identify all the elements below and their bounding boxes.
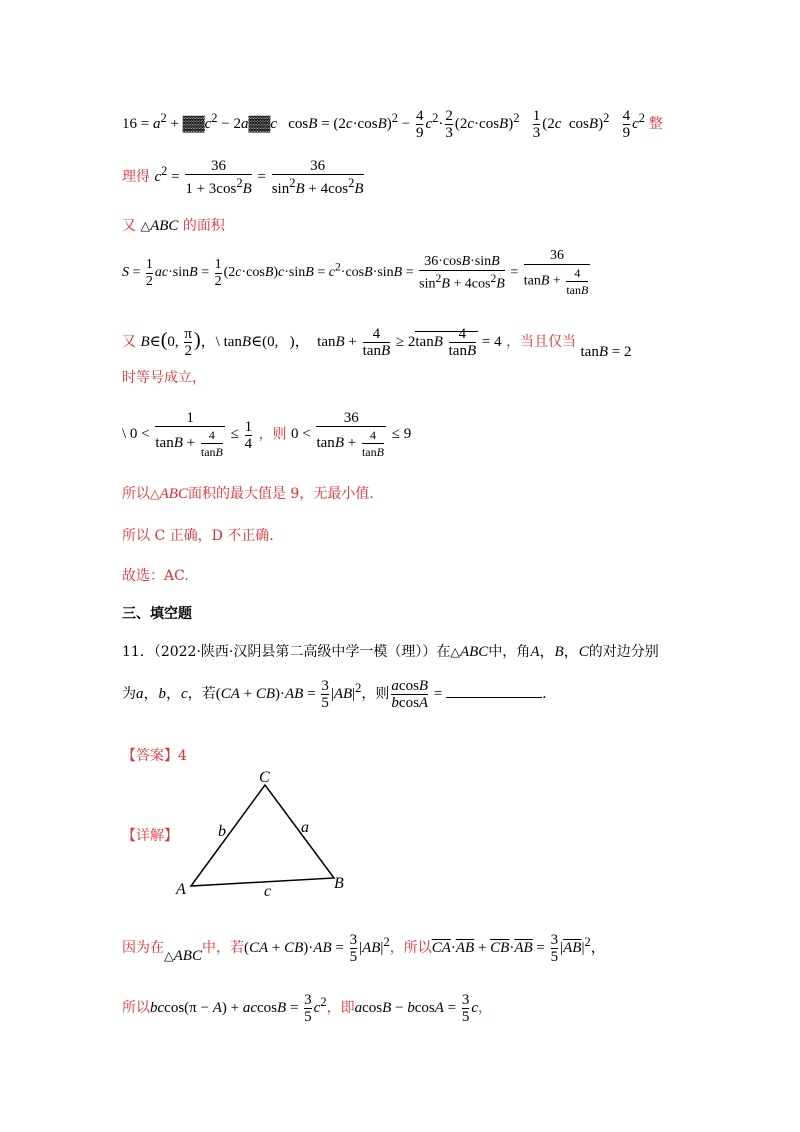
question-text: 为 — [122, 686, 136, 702]
side-c-label: c — [264, 883, 272, 900]
derivation-line-2: 理得 $c^2$ = $\frac{36}{1 + 3\cos^2B}$ = $\frac{36}{\sin^2B + 4\cos^2B}$ — [122, 158, 364, 197]
final-choice: 故选：AC. — [122, 568, 189, 584]
derivation-line-7: \ 0 < 1 tanB + $\frac{4}{\tan B}$ ≤ $\frac{1}{4}$ ，则 0 < 36 tanB + $\frac{4}{\tan B}$ ≤ 9 — [122, 410, 412, 459]
red-text: ，即 — [326, 1000, 355, 1016]
triangle-figure — [174, 770, 354, 900]
answer-value: 4 — [178, 748, 187, 764]
detail-label: 【详解】 — [122, 828, 178, 844]
derivation-line-6: 时等号成立， — [122, 370, 206, 386]
question-text: ，则 — [361, 686, 390, 702]
red-text: ， — [478, 1000, 493, 1016]
vertex-b-label: B — [334, 875, 344, 892]
question-text: 中，角 — [488, 644, 531, 660]
red-text: ，所以 — [389, 940, 432, 956]
question-text: . — [542, 686, 547, 702]
red-text: 中，若 — [201, 940, 244, 956]
question-11-line-2: 为a，b，c，若(CA + CB)·AB = $\frac{3}{5}$ $|AB|^2$，则 $\frac{acosB}{bcosA}$ = . — [122, 678, 547, 712]
red-text: 的面积 — [182, 218, 225, 234]
red-text: 所以 — [122, 1000, 150, 1016]
derivation-line-5: 又 B∈(0, $\frac{\pi}{2}$ )，\ tanB∈(0, )， tanB + $\frac{4}{\tan B}$ ≥ 2tanB $\frac{4}{\tan B}$ = 4 ，当且仅当 tanB = 2 — [122, 326, 632, 360]
question-text: ，若 — [187, 686, 216, 702]
answer-line — [122, 746, 187, 766]
answer-label: 【答案】 — [122, 748, 178, 764]
side-a-label: a — [301, 819, 309, 836]
question-11-line-1: 11．（2022·陕西·汉阴县第二高级中学一模（理））在△ABC中，角A，B，C的对边分别 — [122, 644, 659, 660]
red-text: 又 — [122, 218, 136, 234]
area-formula-line: S = $\frac{1}{2}$ ac·sinB = $\frac{1}{2}$ $(2c\cdot\cos B)c\cdot\sin B = c^2\cdot\cos B\cdot\sin B$ = $\frac{36\cdot\cos B\cdot\sin B}{\sin^2B + 4\cos^2B}$ = 36 tanB + $\frac{4}{\tan B}$ — [122, 248, 589, 297]
detail-line-2: 所以bccos(π − A) + accosB = $\frac{3}{5}$ $c^2$，即acosB − bcosA = $\frac{3}{5}$ c， — [122, 992, 493, 1026]
derivation-line-1: $16 = a^2$ + $▓▓c^2$ − 2a▓▓c $\cos B = (2c\cdot\cos B)^2$ − $\frac{4}{9}$ $c^2\cdot$ $\frac{2}{3}$ $(2c\cdot\cos B)^2$ $\frac{1}{3}$ (2c cosB)$^2$ $\frac{4}{9}$ $c^2$ 整 — [122, 108, 663, 142]
red-text: 因为在 — [122, 940, 164, 956]
red-text: ，则 — [258, 426, 287, 443]
red-text: 面积的最大值是 9，无最小值. — [187, 486, 374, 502]
vertex-a-label: A — [176, 881, 186, 898]
triangle-shape — [191, 785, 334, 886]
red-text: ，当且仅当 — [506, 333, 577, 350]
red-text: 又 — [122, 333, 136, 350]
answer-blank[interactable] — [446, 683, 542, 698]
vertex-c-label: C — [259, 770, 270, 786]
derivation-line-3: 又 △ABC 的面积 — [122, 218, 225, 234]
section-title: 三、填空题 — [122, 606, 192, 622]
question-text: 11．（2022·陕西·汉阴县第二高级中学一模（理））在 — [122, 644, 451, 660]
max-area-conclusion: 所以△ABC面积的最大值是 9，无最小值. — [122, 486, 374, 502]
red-text: 整 — [648, 116, 663, 132]
option-conclusion: 所以 C 正确，D 不正确. — [122, 528, 274, 544]
question-text: 的对边分别 — [588, 644, 659, 660]
red-text: 理得 — [122, 168, 150, 185]
detail-line-1: 因为在△ABC中，若(CA + CB)·AB = $\frac{3}{5}$ $|AB|^2$，所以$\overline{CA}\cdot\overline{AB} + \overline{CB}\cdot\overline{AB}$ = $\frac{3}{5}$ $|\overline{AB}|^2$， — [122, 932, 606, 966]
red-text: 所以 — [122, 486, 150, 502]
side-b-label: b — [218, 823, 226, 840]
